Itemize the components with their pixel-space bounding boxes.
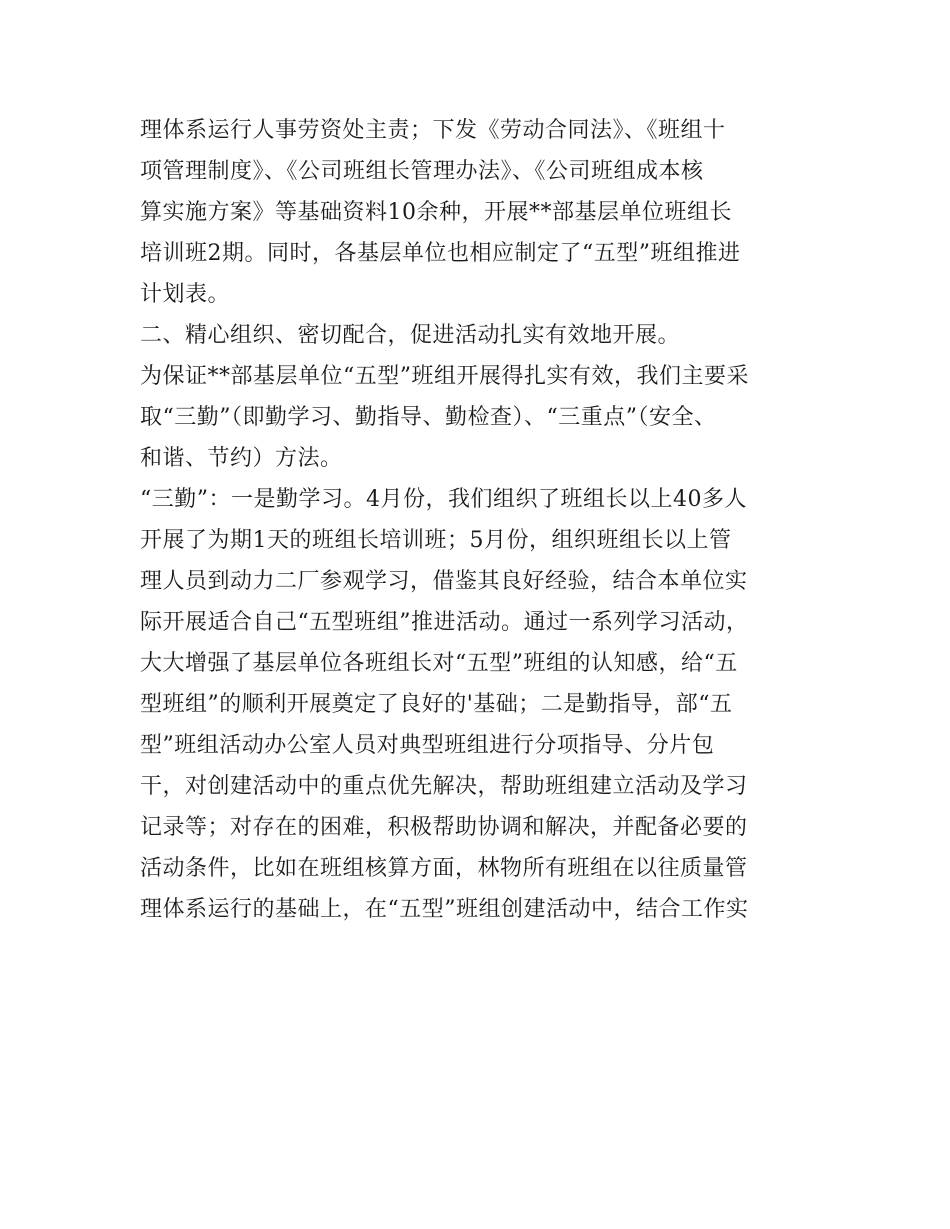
text-line: 理人员到动力二厂参观学习，借鉴其良好经验，结合本单位实 — [140, 569, 748, 594]
text-line: 型班组”的顺利开展奠定了良好的'基础；二是勤指导，部“五 — [140, 692, 733, 717]
text-line: 开展了为期1天的班组长培训班；5月份，组织班组长以上管 — [140, 528, 732, 553]
text-line: 和谐、节约）方法。 — [140, 446, 343, 471]
text-line: 型”班组活动办公室人员对典型班组进行分项指导、分片包 — [140, 733, 715, 758]
text-line: 取“三勤”（即勤学习、勤指导、勤检查）、“三重点”（安全、 — [140, 405, 717, 430]
text-line: 培训班2期。同时，各基层单位也相应制定了“五型”班组推进 — [140, 241, 741, 266]
text-line: 为保证**部基层单位“五型”班组开展得扎实有效，我们主要采 — [140, 364, 749, 389]
text-line: 算实施方案》等基础资料10余种，开展**部基层单位班组长 — [140, 200, 732, 225]
text-line: 计划表。 — [140, 282, 231, 307]
text-line: 理体系运行的基础上，在“五型”班组创建活动中，结合工作实 — [140, 897, 749, 922]
text-line: 际开展适合自己“五型班组”推进活动。通过一系列学习活动， — [140, 610, 749, 635]
text-line: “三勤”：一是勤学习。4月份，我们组织了班组长以上40多人 — [140, 487, 747, 512]
text-line: 理体系运行人事劳资处主责；下发《劳动合同法》、《班组十 — [140, 118, 726, 143]
text-line: 记录等；对存在的困难，积极帮助协调和解决，并配备必要的 — [140, 815, 748, 840]
text-line: 干，对创建活动中的重点优先解决，帮助班组建立活动及学习 — [140, 774, 748, 799]
text-line: 活动条件，比如在班组核算方面，林物所有班组在以往质量管 — [140, 856, 748, 881]
text-line: 大大增强了基层单位各班组长对“五型”班组的认知感，给“五 — [140, 651, 738, 676]
document-body — [140, 110, 812, 930]
section-heading: 二、精心组织、密切配合，促进活动扎实有效地开展。 — [140, 323, 681, 348]
text-line: 项管理制度》、《公司班组长管理办法》、《公司班组成本核 — [140, 159, 704, 184]
